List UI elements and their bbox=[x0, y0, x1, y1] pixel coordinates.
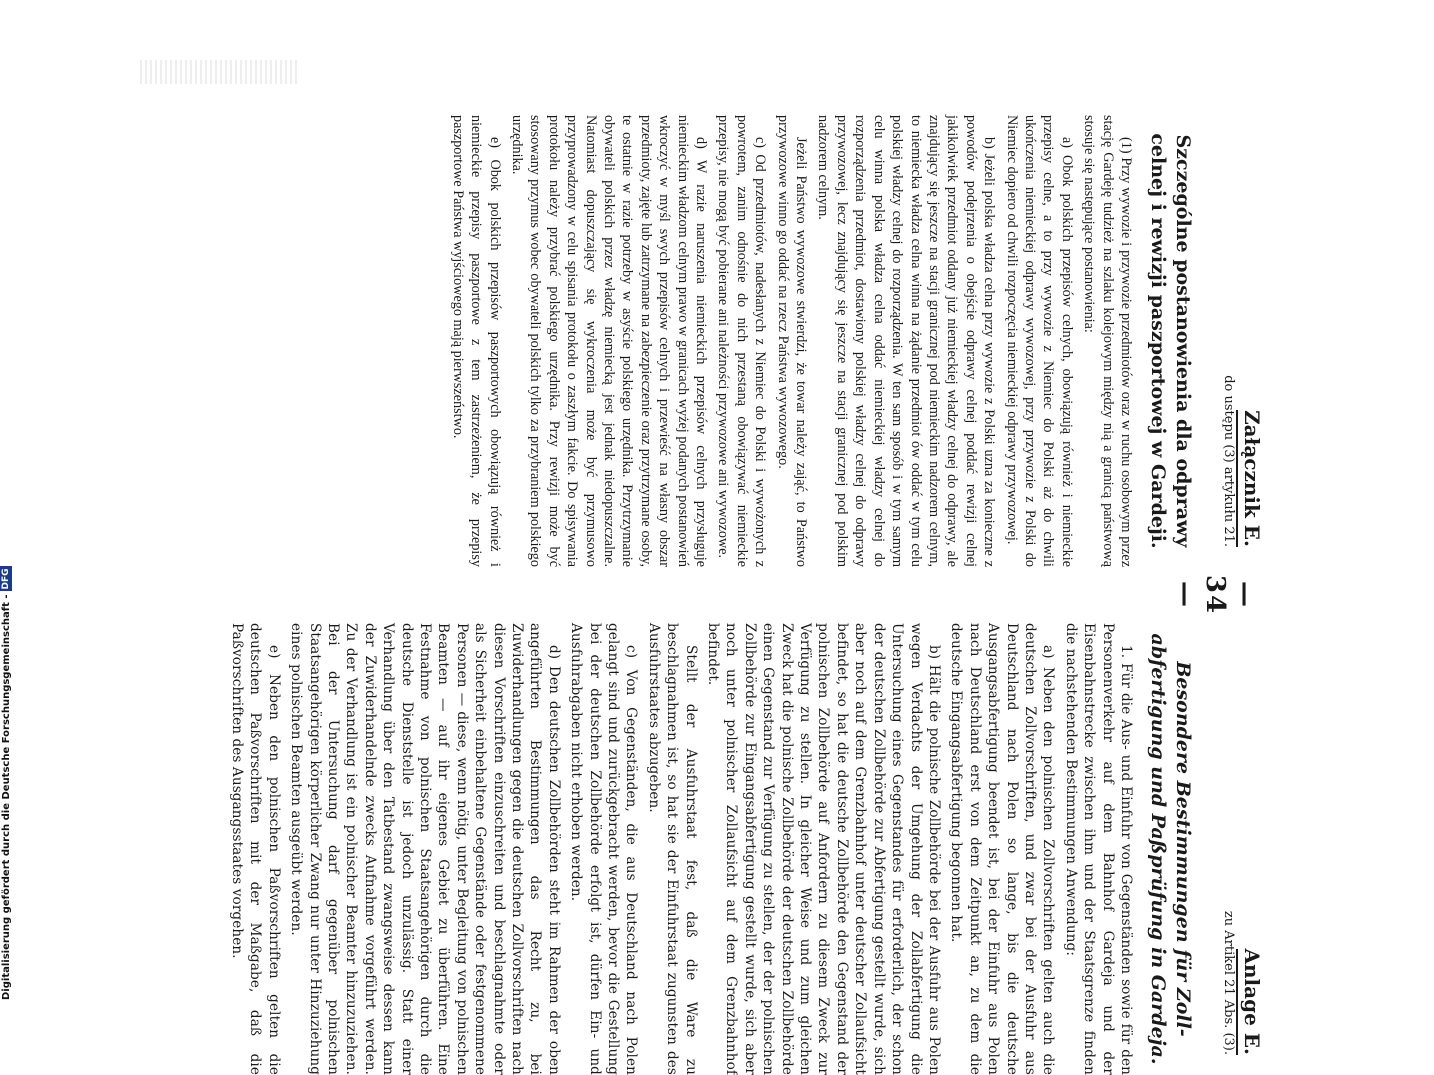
digitization-credit-text: Digitalisierung gefördert durch die Deutsche Forschungsgemeinschaft - bbox=[1, 594, 12, 1000]
polish-paragraph-b: b) Jeżeli polska władza celna przy wywozie z Polski uzna za konieczne z powodów podejrzenia o obejście odprawy celnej poddać rewizji celnej jakikolwiek przedmiot oddany już niemieckiej władzy celnej do odprawy, ale znajdujący się jeszcze na stacji granicznej pod niemieckim nadzorem celnym, to niemiecka władza celna winna na żądanie przedmiot ów oddać w tym celu polskiej władzy celnej do rozporządzenia. W ten sam sposób i w tym samym celu winna polska władza celna oddać niemieckiej władzy celnej do rozporządzenia przedmiot, dostawiony polskiej władzy celnej do odprawy przywozowej, lecz znajdujący się jeszcze na stacji granicznej pod polskim nadzorem celnym. bbox=[815, 115, 998, 567]
polish-paragraph-d: d) W razie naruszenia niemieckich przepisów celnych przysługuje niemieckim władzom celnym prawo w granicach wyżej podanych postanowień wkroczyć w myśl swych przepisów celnych i przewieść na własny obszar przedmioty, zajęte lub zatrzymane na zabezpieczenie oraz przytrzymane osoby, te ostatnie w razie potrzeby w asyście polskiego urzędnika. Przytrzymanie obywateli polskich przez władzę niemiecką jest jednak niedopuszczalne. Natomiast dopuszczający się wykroczenia może być przymusowo przyprowadzony w celu spisania protokołu o zaszłym fakcie. Do spisywania protokołu należy przybrać polskiego urzędnika. Przy rewizji może być stosowany przymus wobec obywateli polskich tylko za przybraniem polskiego urzędnika. bbox=[509, 115, 710, 567]
german-paragraph-a: a) Neben den polnischen Zollvorschriften gelten auch die deutschen Zollvorschriften, und zwar bei der Ausfuhr aus Deutschland nach Polen so lange, bis die deutsche Ausgangsabfertigung beendet ist, bei der Einfuhr aus Polen nach Deutschland erst von dem Zeitpunkt an, zu dem die deutsche Eingangsabfertigung begonnen hat. bbox=[948, 623, 1057, 1075]
polish-paragraph-e: e) Obok polskich przepisów paszportowych obowiązują również i niemieckie przepisy paszportowe z tem zastrzeżeniem, że przepisy paszportowe Państwa wyjściowego mają pierwszeństwo. bbox=[449, 115, 503, 567]
german-paragraph-b2: Stellt der Ausfuhrstaat fest, daß die Ware zu beschlagnahmen ist, so hat sie der Einfuhrstaat zugunsten des Ausfuhrstaates abzugeben. bbox=[645, 623, 699, 1075]
rotated-document-page bbox=[142, 115, 1292, 1075]
german-paragraph-d: d) Den deutschen Zollbehörden steht im Rahmen der oben angeführten Bestimmungen das Recht zu, bei Zuwiderhandlungen gegen die deutschen Zollvorschriften nach diesen Vorschriften einzuschreiten und beschlagnahmte oder als Sicherheit einbehaltene Gegenstände oder festgenommene Personen — diese, wenn nötig, unter Begleitung von polnischen Beamten — auf ihr eigenes Gebiet zu überführen. Eine Festnahme von polnischen Staatsangehörigen durch die deutsche Dienststelle ist jedoch unzulässig. Statt einer Verhandlung über den Tatbestand zwangsweise dessen kann der Zuwiderhandelnde zwecks Aufnahme vorgeführt werden. Zu der Verhandlung ist ein polnischer Beamter hinzuzuziehen. Bei der Untersuchung darf gegenüber polnischen Staatsangehörigen körperlicher Zwang nur unter Hinzuziehung eines polnischen Beamten ausgeübt werden. bbox=[288, 623, 562, 1075]
german-paragraph-1: 1. Für die Aus- und Einfuhr von Gegenständen sowie für den Personenverkehr auf dem Bahnhof Gardeja und der Eisenbahnstrecke zwischen ihm und der Staatsgrenze finden die nachstehenden Bestimmungen Anwendung: bbox=[1062, 623, 1134, 1075]
german-heading: Besondere Bestimmungen für Zoll-abfertigung und Paßprüfung in Gardeja. bbox=[1147, 633, 1194, 1065]
german-annex-reference: zu Artikel 21 Abs. (3). bbox=[1221, 910, 1236, 1055]
german-paragraph-e: e) Neben den polnischen Paßvorschriften gelten die deutschen Paßvorschriften mit der Maßgabe, daß die Paßvorschriften des Ausgangsstaates vorgehen. bbox=[228, 623, 282, 1075]
polish-body bbox=[448, 115, 1135, 567]
german-column bbox=[142, 623, 1292, 1075]
polish-paragraph-1: (1) Przy wywozie i przywozie przedmiotów oraz w ruchu osobowym przez stację Gardeję tudzież na szlaku kolejowym między nią a granicą państwową stosuje się następujące postanowienia: bbox=[1081, 115, 1134, 567]
german-paragraph-b: b) Hält die polnische Zollbehörde bei der Ausfuhr aus Polen wegen Verdachts der Umgehung der Zollabfertigung die Untersuchung eines Gegenstandes für erforderlich, der schon der deutschen Zollbehörde zur Abfertigung gestellt wurde, sich aber noch auf dem Grenzbahnhof unter deutscher Zollaufsicht befindet, so hat die deutsche Zollbehörde den Gegenstand der polnischen Zollbehörde auf Anfordern zu diesem Zweck zur Verfügung zu stellen. In gleicher Weise und zum gleichen Zweck hat die polnische Zollbehörde der deutschen Zollbehörde einen Gegenstand zur Verfügung zu stellen, der der polnischen Zollbehörde zur Eingangsabfertigung gestellt wurde, sich aber noch unter polnischer Zollaufsicht auf dem Grenzbahnhof befindet. bbox=[705, 623, 942, 1075]
polish-column bbox=[142, 115, 1292, 567]
page-number: — 34 — bbox=[1170, 574, 1260, 616]
german-body bbox=[228, 623, 1136, 1075]
polish-annex-title: Załącznik E. bbox=[1240, 115, 1264, 567]
polish-paragraph-a: a) Obok polskich przepisów celnych, obowiązują również i niemieckie przepisy celne, a to przy wywozie z Niemiec do Polski aż do chwili ukończenia niemieckiej odprawy wywozowej, przy przywozie z Polski do Niemiec dopiero od chwili rozpoczęcia niemieckiej odprawy przywozowej. bbox=[1003, 115, 1075, 567]
polish-annex-reference: do ustępu (3) artykułu 21. bbox=[1221, 375, 1236, 547]
dfg-logo: DFG bbox=[1, 568, 11, 590]
german-paragraph-c: c) Von Gegenständen, die aus Deutschland nach Polen gelangt sind und zurückgebracht werden, bevor die Gestellung bei der deutschen Zollbehörde erfolgt ist, dürfen Ein- und Ausfuhrabgaben nicht erhoben werden. bbox=[568, 623, 640, 1075]
polish-heading: Szczególne postanowienia dla odprawy celnej i rewizji paszportowej w Gardeji. bbox=[1147, 133, 1194, 549]
digitization-credit bbox=[0, 566, 12, 1000]
polish-paragraph-b2: Jeżeli Państwo wywozowe stwierdzi, że towar należy zająć, to Państwo przywozowe winno go oddać na rzecz Państwa wywozowego. bbox=[774, 115, 810, 567]
german-annex-title: Anlage E. bbox=[1240, 623, 1264, 1075]
polish-paragraph-c: c) Od przedmiotów, nadesłanych z Niemiec do Polski i wywożonych z powrotem, zanim odnośnie do nich przestaną obowiązywać niemieckie przepisy, nie mogą być pobierane ani należności przywozowe ani wywozowe. bbox=[715, 115, 769, 567]
library-stamp-mark bbox=[140, 60, 300, 84]
